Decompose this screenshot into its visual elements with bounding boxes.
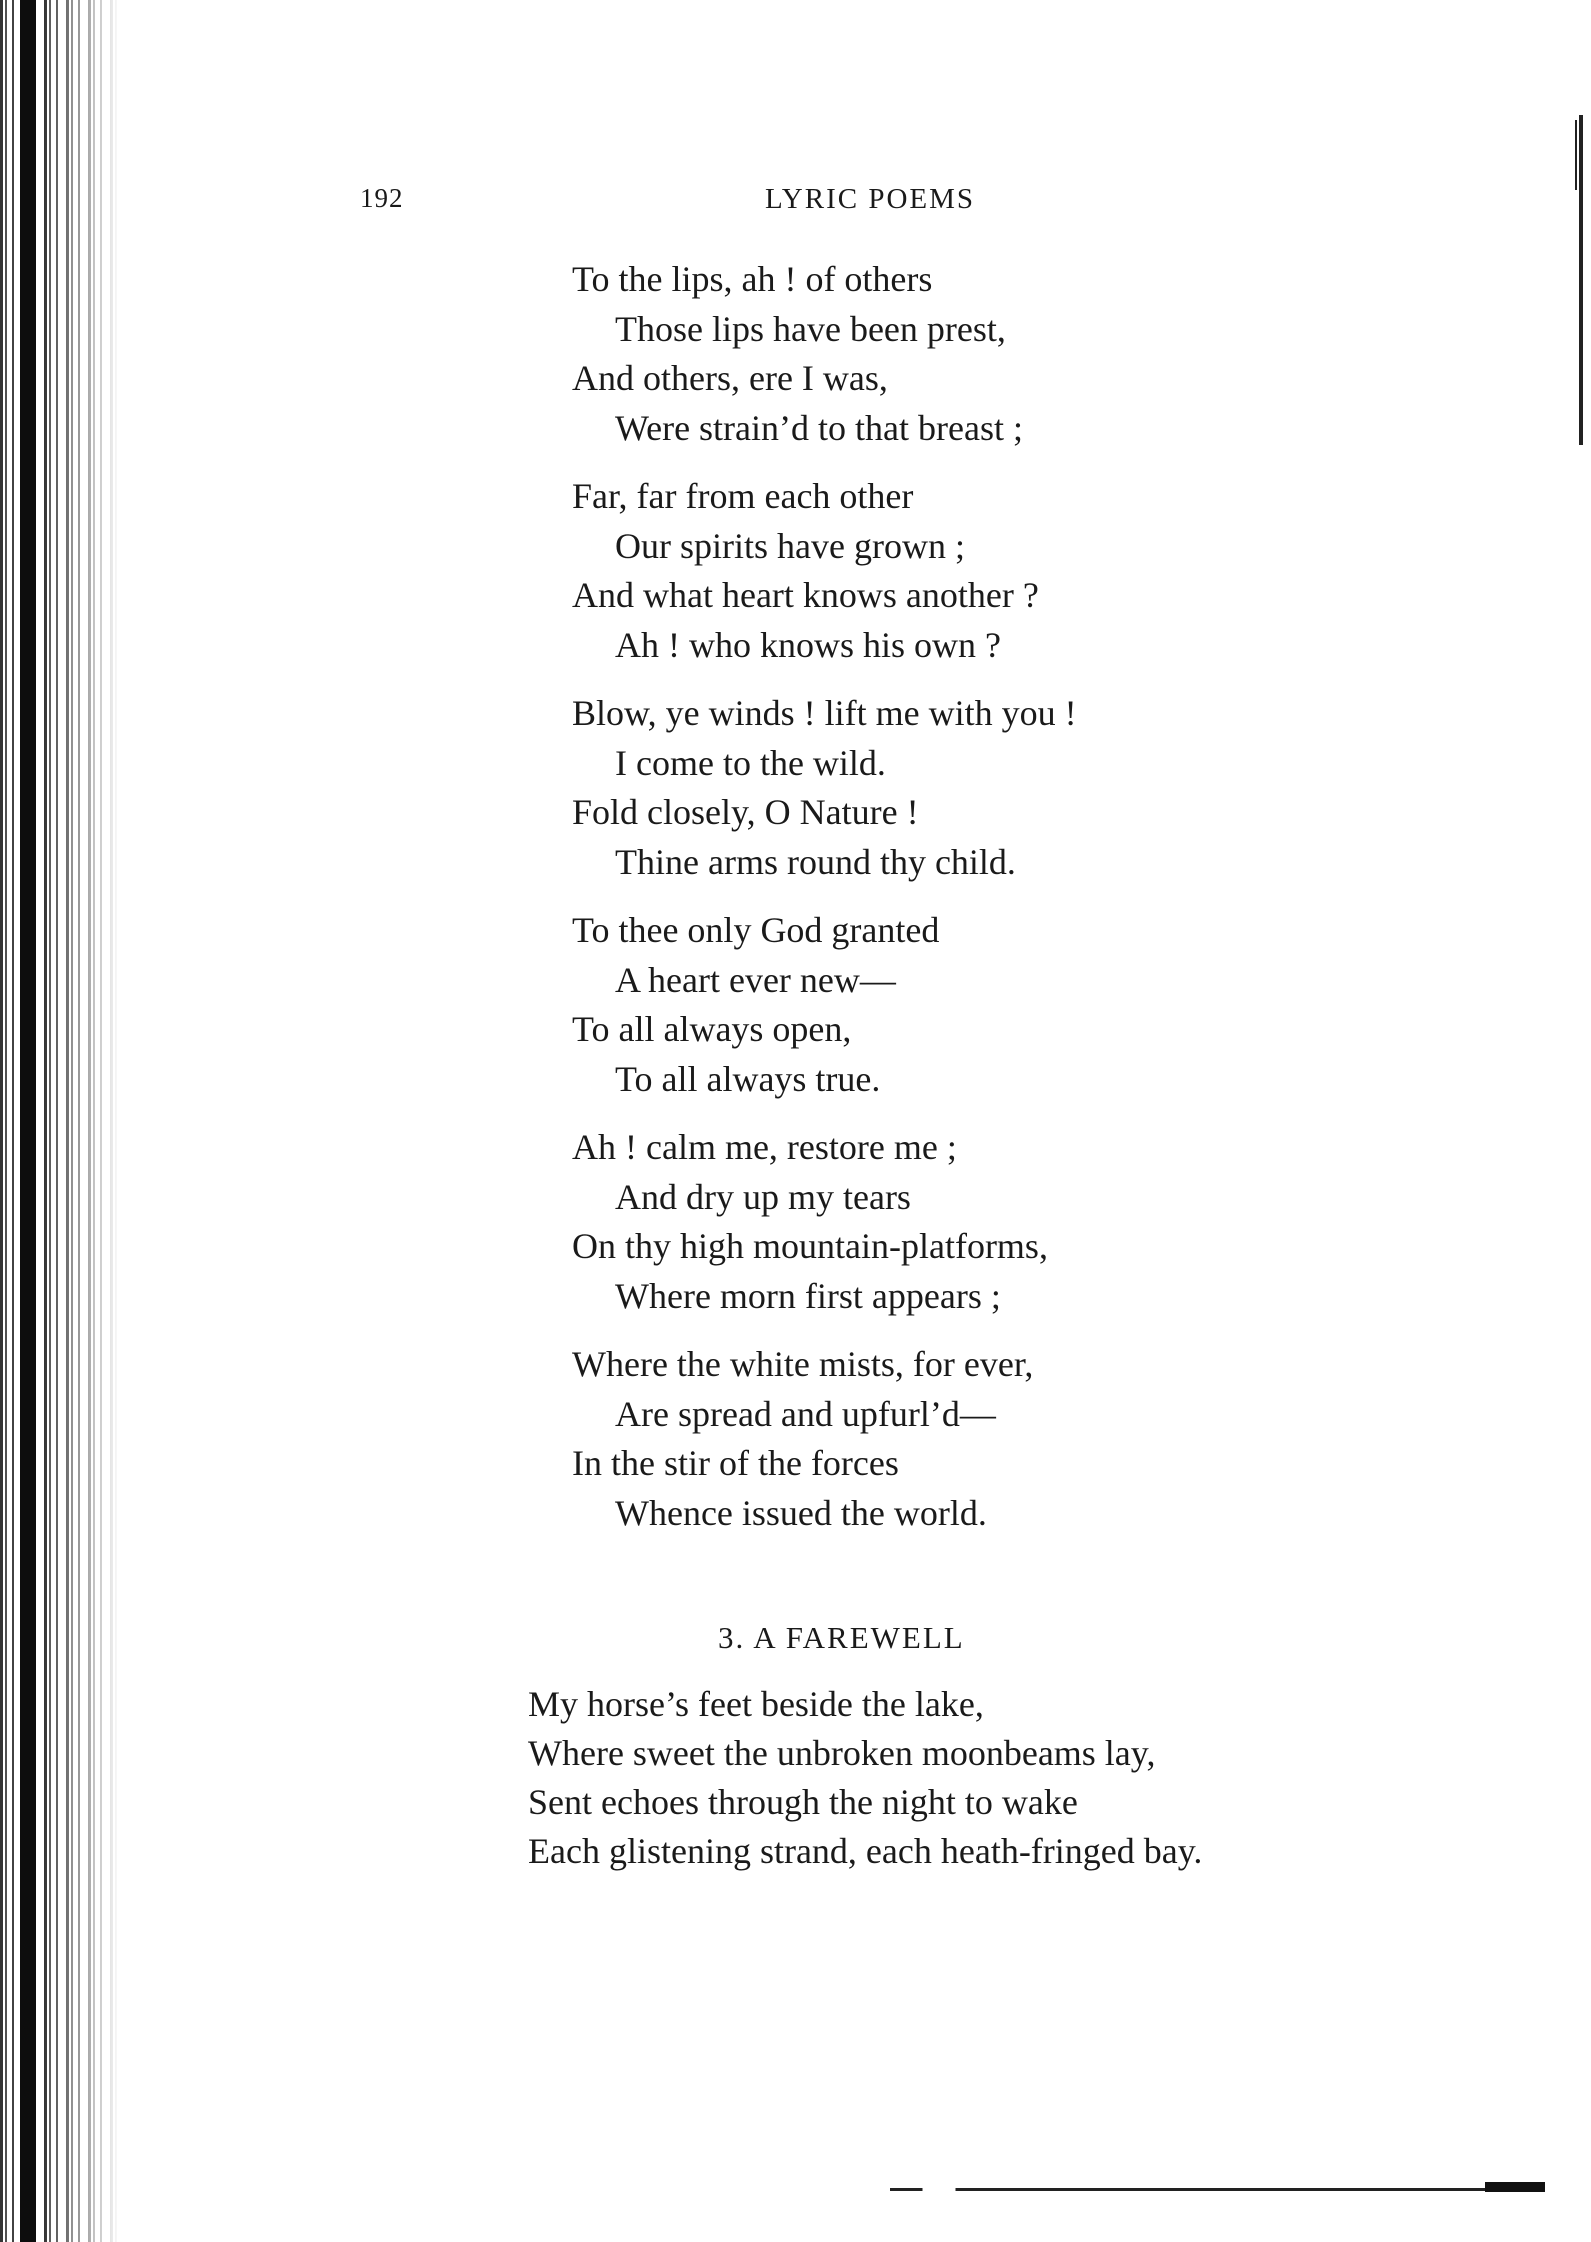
section-title: 3. A FAREWELL bbox=[718, 1620, 965, 1655]
poem-line: Those lips have been prest, bbox=[615, 308, 1006, 349]
poem-line: Sent echoes through the night to wake bbox=[528, 1782, 1078, 1822]
scanned-binding-edge bbox=[0, 0, 120, 2242]
right-edge-mark-thin bbox=[1575, 120, 1577, 190]
poem-line: In the stir of the forces bbox=[572, 1443, 899, 1483]
poem-line: Ah ! who knows his own ? bbox=[615, 624, 1001, 665]
stanza bbox=[572, 1123, 1272, 1321]
poem-line: Our spirits have grown ; bbox=[615, 525, 965, 566]
binding-shadow bbox=[20, 0, 36, 2242]
stanza bbox=[572, 906, 1272, 1104]
poem-line: To all always true. bbox=[615, 1058, 881, 1099]
poem-line: Thine arms round thy child. bbox=[615, 841, 1016, 882]
poem-line: And what heart knows another ? bbox=[572, 575, 1039, 615]
poem-line: Whence issued the world. bbox=[615, 1492, 987, 1533]
poem-line: Each glistening strand, each heath-fringed bay. bbox=[528, 1831, 1203, 1871]
poem-body bbox=[572, 255, 1272, 1557]
running-head: LYRIC POEMS bbox=[765, 183, 976, 215]
poem-line: Far, far from each other bbox=[572, 476, 914, 516]
poem-line: Were strain’d to that breast ; bbox=[615, 407, 1023, 448]
poem-line: Blow, ye winds ! lift me with you ! bbox=[572, 693, 1077, 733]
poem-line: Are spread and upfurl’d— bbox=[615, 1393, 996, 1434]
farewell-poem bbox=[528, 1680, 1428, 1876]
poem-line: Where morn first appears ; bbox=[615, 1275, 1001, 1316]
page-header bbox=[360, 183, 1010, 223]
stanza bbox=[572, 689, 1272, 887]
poem-line: Ah ! calm me, restore me ; bbox=[572, 1127, 957, 1167]
poem-line: Where the white mists, for ever, bbox=[572, 1344, 1034, 1384]
stanza bbox=[572, 1340, 1272, 1538]
poem-line: Where sweet the unbroken moonbeams lay, bbox=[528, 1733, 1156, 1773]
poem-line: And dry up my tears bbox=[615, 1176, 911, 1217]
page-number: 192 bbox=[360, 183, 404, 213]
stanza bbox=[572, 472, 1272, 670]
bottom-edge-rule bbox=[890, 2188, 1545, 2191]
poem-line: A heart ever new— bbox=[615, 959, 896, 1000]
right-edge-mark bbox=[1579, 115, 1583, 445]
poem-line: I come to the wild. bbox=[615, 742, 886, 783]
poem-line: And others, ere I was, bbox=[572, 358, 888, 398]
stanza bbox=[572, 255, 1272, 453]
poem-line: On thy high mountain-platforms, bbox=[572, 1226, 1048, 1266]
poem-line: To all always open, bbox=[572, 1009, 852, 1049]
poem-line: My horse’s feet beside the lake, bbox=[528, 1684, 984, 1724]
poem-line: Fold closely, O Nature ! bbox=[572, 792, 919, 832]
poem-line: To thee only God granted bbox=[572, 910, 940, 950]
poem-line: To the lips, ah ! of others bbox=[572, 259, 933, 299]
